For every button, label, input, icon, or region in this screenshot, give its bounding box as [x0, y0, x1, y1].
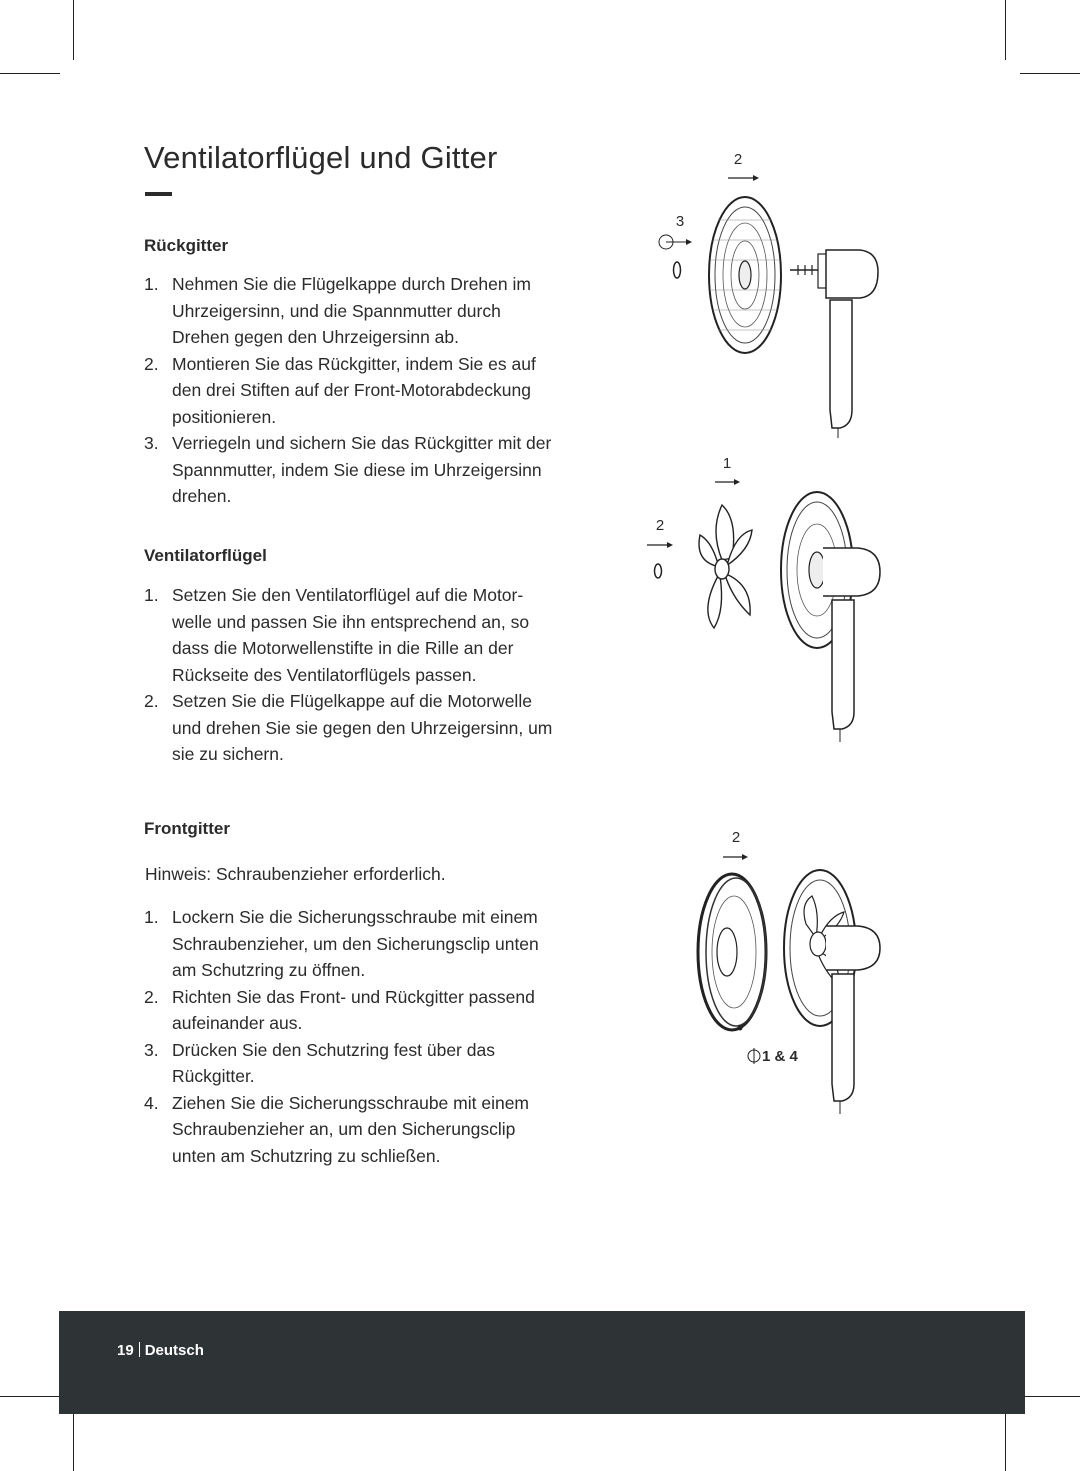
step-line: und drehen Sie sie gegen den Uhrzeigersinn, um [172, 717, 553, 738]
step-item [144, 984, 584, 1037]
arrow-icon [742, 854, 748, 860]
fig2-label-step: 2 [655, 517, 665, 534]
fan-grille-icon [781, 492, 880, 742]
step-number: 1. [144, 907, 159, 927]
step-number: 1. [144, 274, 159, 294]
fig3-label-step: 1 & 4 [762, 1048, 798, 1065]
page-number: 19 [117, 1342, 134, 1359]
page-footer [59, 1311, 1025, 1414]
fig-front-grille [640, 820, 900, 1120]
step-line: welle und passen Sie ihn entsprechend an, so [172, 611, 530, 632]
step-line: Montieren Sie das Rückgitter, indem Sie es auf [172, 353, 536, 374]
heading-ventilatorfluegel: Ventilatorflügel [144, 546, 267, 565]
footer-language: Deutsch [144, 1342, 204, 1359]
fig2-label-step: 1 [722, 455, 732, 472]
step-line: aufeinander aus. [172, 1013, 303, 1033]
front-grille-icon [698, 874, 766, 1031]
step-item [144, 271, 584, 351]
steps-ventilatorfluegel [144, 582, 584, 768]
step-item [144, 904, 584, 984]
step-line: Schraubenzieher, um den Sicherungsclip unten [172, 933, 539, 954]
fig3-label-step: 2 [731, 829, 741, 846]
step-item [144, 582, 584, 688]
step-line: Setzen Sie den Ventilatorflügel auf die Motor- [172, 585, 524, 605]
step-line: den drei Stiften auf der Front-Motorabdeckung [172, 380, 531, 400]
step-line: Schraubenzieher an, um den Sicherungsclip [172, 1119, 516, 1139]
steps-rueckgitter [144, 271, 584, 510]
step-item [144, 430, 584, 510]
crop-mark [73, 1411, 74, 1471]
step-number: 3. [144, 1039, 159, 1060]
crop-mark [1020, 73, 1080, 74]
step-line: Rückgitter. [172, 1066, 255, 1086]
step-line: Nehmen Sie die Flügelkappe durch Drehen im [172, 274, 531, 294]
motor-housing-icon [790, 250, 878, 438]
crop-mark [0, 1396, 60, 1397]
step-line: Spannmutter, indem Sie diese im Uhrzeigersinn [172, 459, 542, 480]
note-screwdriver: Hinweis: Schraubenzieher erforderlich. [145, 864, 446, 884]
fig-rear-grille [640, 140, 900, 440]
step-line: Uhrzeigersinn, und die Spannmutter durch [172, 300, 501, 321]
page-title: Ventilatorflügel und Gitter [144, 140, 498, 175]
step-line: Drehen gegen den Uhrzeigersinn ab. [172, 327, 459, 347]
steps-frontgitter [144, 904, 584, 1169]
title-rule [145, 192, 172, 196]
step-number: 3. [144, 433, 159, 453]
step-line: am Schutzring zu öffnen. [172, 960, 366, 980]
step-number: 2. [144, 691, 159, 711]
step-number: 2. [144, 353, 159, 374]
step-line: Setzen Sie die Flügelkappe auf die Motorwelle [172, 691, 532, 711]
step-item [144, 1090, 584, 1170]
step-line: Ziehen Sie die Sicherungsschraube mit einem [172, 1092, 529, 1113]
crop-mark [73, 0, 74, 60]
arrow-icon [734, 479, 740, 485]
rear-grille-icon [784, 870, 880, 1114]
crop-mark [1005, 1411, 1006, 1471]
fan-blade-icon [699, 505, 752, 628]
step-line: Verriegeln und sichern Sie das Rückgitter mit der [172, 433, 552, 453]
step-item [144, 351, 584, 431]
step-line: unten am Schutzring zu schließen. [172, 1145, 441, 1166]
step-line: Rückseite des Ventilatorflügels passen. [172, 664, 477, 685]
heading-rueckgitter: Rückgitter [144, 236, 229, 255]
fig1-label-step: 3 [675, 213, 685, 230]
step-line: drehen. [172, 486, 232, 506]
heading-frontgitter: Frontgitter [144, 819, 230, 838]
footer-separator [139, 1342, 140, 1357]
fig-fan-blade [640, 450, 900, 750]
step-line: positionieren. [172, 406, 277, 427]
step-number: 1. [144, 585, 159, 605]
step-item [144, 1037, 584, 1090]
step-line: Lockern Sie die Sicherungsschraube mit einem [172, 907, 538, 927]
step-line: Drücken Sie den Schutzring fest über das [172, 1039, 495, 1060]
footer-text [117, 1342, 204, 1359]
crop-mark [1020, 1396, 1080, 1397]
crop-mark [1005, 0, 1006, 60]
step-number: 2. [144, 986, 159, 1007]
rear-grille-icon [709, 197, 781, 353]
fig1-label-step: 2 [733, 151, 743, 168]
arrow-icon [753, 175, 759, 181]
step-line: sie zu sichern. [172, 744, 284, 764]
step-item [144, 688, 584, 768]
arrow-icon [686, 239, 692, 245]
step-line: dass die Motorwellenstifte in die Rille an der [172, 638, 514, 658]
step-line: Richten Sie das Front- und Rückgitter passend [172, 986, 535, 1007]
crop-mark [0, 73, 60, 74]
nut-icon [674, 262, 681, 278]
step-number: 4. [144, 1092, 159, 1113]
arrow-icon [667, 542, 673, 548]
blade-cap-icon [655, 564, 662, 578]
